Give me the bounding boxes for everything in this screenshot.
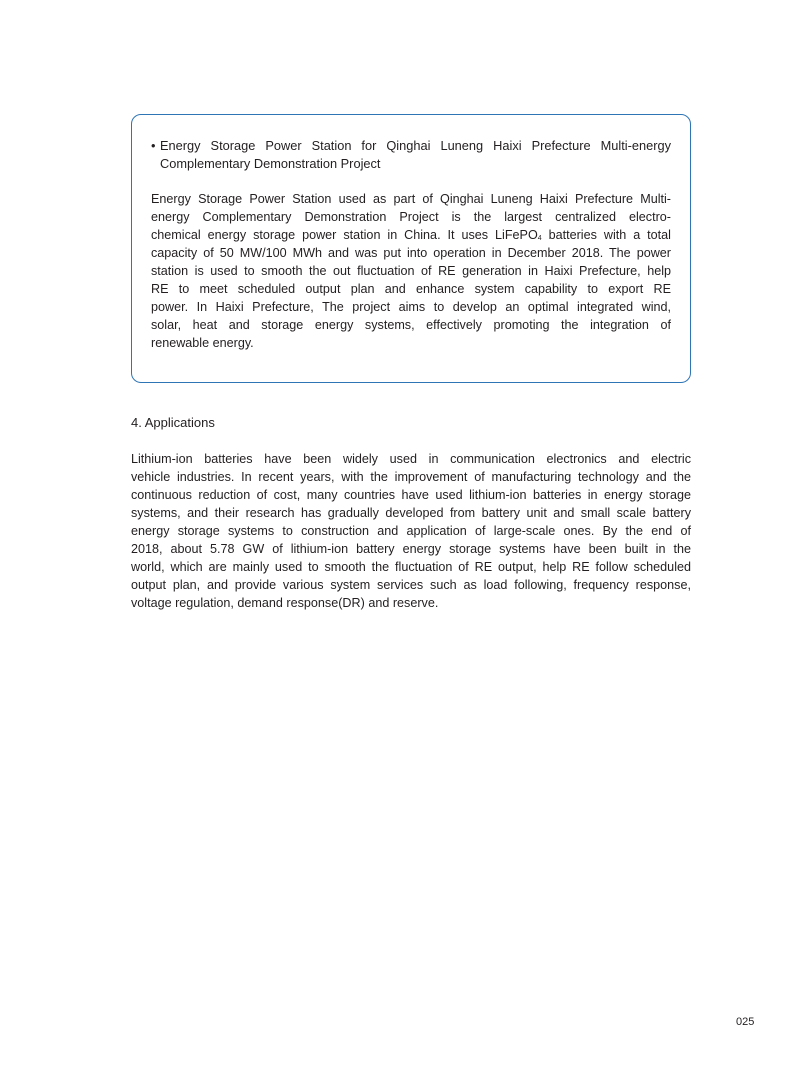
paragraph-line: world, which are mainly used to smooth the fluctuation of RE output, help RE follow scheduled xyxy=(131,560,691,574)
paragraph-line: output plan, and provide various system services such as load following, frequency response, xyxy=(131,578,691,592)
paragraph-line: continuous reduction of cost, many countries have used lithium-ion batteries in energy storage xyxy=(131,488,691,502)
body-line: capacity of 50 MW/100 MWh and was put into operation in December 2018. The power xyxy=(151,246,671,260)
paragraph-line: vehicle industries. In recent years, with the improvement of manufacturing technology and the xyxy=(131,470,691,484)
body-text: batteries with a total xyxy=(541,228,671,242)
body-line: RE to meet scheduled output plan and enhance system capability to export RE xyxy=(151,282,671,296)
subscript: 4 xyxy=(537,235,542,242)
paragraph-line: Lithium-ion batteries have been widely used in communication electronics and electric xyxy=(131,452,691,466)
body-line: renewable energy. xyxy=(151,336,254,350)
body-line: Energy Storage Power Station used as part of Qinghai Luneng Haixi Prefecture Multi- xyxy=(151,192,671,206)
body-line: energy Complementary Demonstration Project is the largest centralized electro- xyxy=(151,210,671,224)
body-line xyxy=(151,226,671,244)
paragraph-line: energy storage systems to construction and application of large-scale ones. By the end of xyxy=(131,524,691,538)
body-line: solar, heat and storage energy systems, effectively promoting the integration of xyxy=(151,318,671,332)
paragraph-line: 2018, about 5.78 GW of lithium-ion battery energy storage systems have been built in the xyxy=(131,542,691,556)
bullet: • xyxy=(151,138,156,153)
title-line: Energy Storage Power Station for Qinghai Luneng Haixi Prefecture Multi-energy xyxy=(160,138,671,153)
paragraph-line: systems, and their research has gradually developed from battery unit and small scale battery xyxy=(131,506,691,520)
page-number: 025 xyxy=(736,1016,755,1028)
title-line: Complementary Demonstration Project xyxy=(160,156,381,171)
body-line: station is used to smooth the out fluctuation of RE generation in Haixi Prefecture, help xyxy=(151,264,671,278)
paragraph-line: voltage regulation, demand response(DR) and reserve. xyxy=(131,596,439,610)
body-text: chemical energy storage power station in China. It uses LiFePO xyxy=(151,228,538,242)
section-heading: 4. Applications xyxy=(131,415,215,430)
body-line: power. In Haixi Prefecture, The project aims to develop an optimal integrated wind, xyxy=(151,300,671,314)
